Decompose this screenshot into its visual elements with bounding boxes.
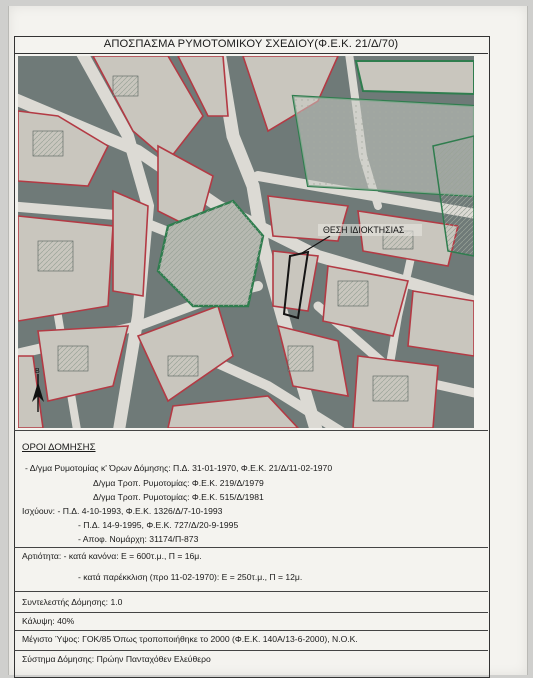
max-height: Μέγιστο Ύψος: ΓΟΚ/85 Όπως τροποποιήθηκε το 2000 (Φ.Ε.Κ. 140Α/13-6-2000), Ν.Ο.Κ. [22, 634, 358, 644]
building-coefficient: Συντελεστής Δόμησης: 1.0 [22, 597, 123, 607]
building-system: Σύστημα Δόμησης: Πρώην Πανταχόθεν Ελεύθερο [22, 654, 211, 664]
divider-5 [14, 650, 488, 651]
decree-line: - Δ/γμα Ρυμοτομίας κ' Όρων Δόμησης: Π.Δ. 31-01-1970, Φ.Ε.Κ. 21/Δ/11-02-1970 [25, 463, 333, 473]
title-divider [14, 53, 488, 54]
page-title: ΑΠΟΣΠΑΣΜΑ ΡΥΜΟΤΟΜΙΚΟΥ ΣΧΕΔΙΟΥ(Φ.Ε.Κ. 21/Δ/70) [103, 38, 399, 50]
valid-decree-1995: - Π.Δ. 14-9-1995, Φ.Ε.Κ. 727/Δ/20-9-1995 [78, 520, 239, 530]
building-terms-heading: ΟΡΟΙ ΔΟΜΗΣΗΣ [22, 442, 96, 453]
prefect-decision: - Αποφ. Νομάρχη: 31174/Π-873 [78, 534, 199, 544]
map-bottom-divider [14, 430, 488, 431]
lot-size-rule: Αρτιότητα: - κατά κανόνα: Ε = 600τ.μ., Π = 16μ. [22, 551, 202, 561]
divider-3 [14, 612, 488, 613]
north-letter: Β [35, 368, 40, 375]
amendment-1979: Δ/γμα Τροπ. Ρυμοτομίας: Φ.Ε.Κ. 219/Δ/1979 [93, 478, 264, 488]
zoning-map [18, 56, 474, 428]
map-drawing [18, 56, 474, 428]
lot-size-exception: - κατά παρέκκλιση (προ 11-02-1970): Ε = 250τ.μ., Π = 12μ. [78, 572, 303, 582]
coverage-ratio: Κάλυψη: 40% [22, 616, 75, 626]
property-label: ΘΕΣΗ ΙΔΙΟΚΤΗΣΙΑΣ [323, 225, 405, 235]
divider-4 [14, 630, 488, 631]
valid-decree-1993: Ισχύουν: - Π.Δ. 4-10-1993, Φ.Ε.Κ. 1326/Δ/7-10-1993 [22, 506, 223, 516]
divider-2 [14, 591, 488, 592]
divider-1 [14, 547, 488, 548]
amendment-1981: Δ/γμα Τροπ. Ρυμοτομίας: Φ.Ε.Κ. 515/Δ/1981 [93, 492, 264, 502]
